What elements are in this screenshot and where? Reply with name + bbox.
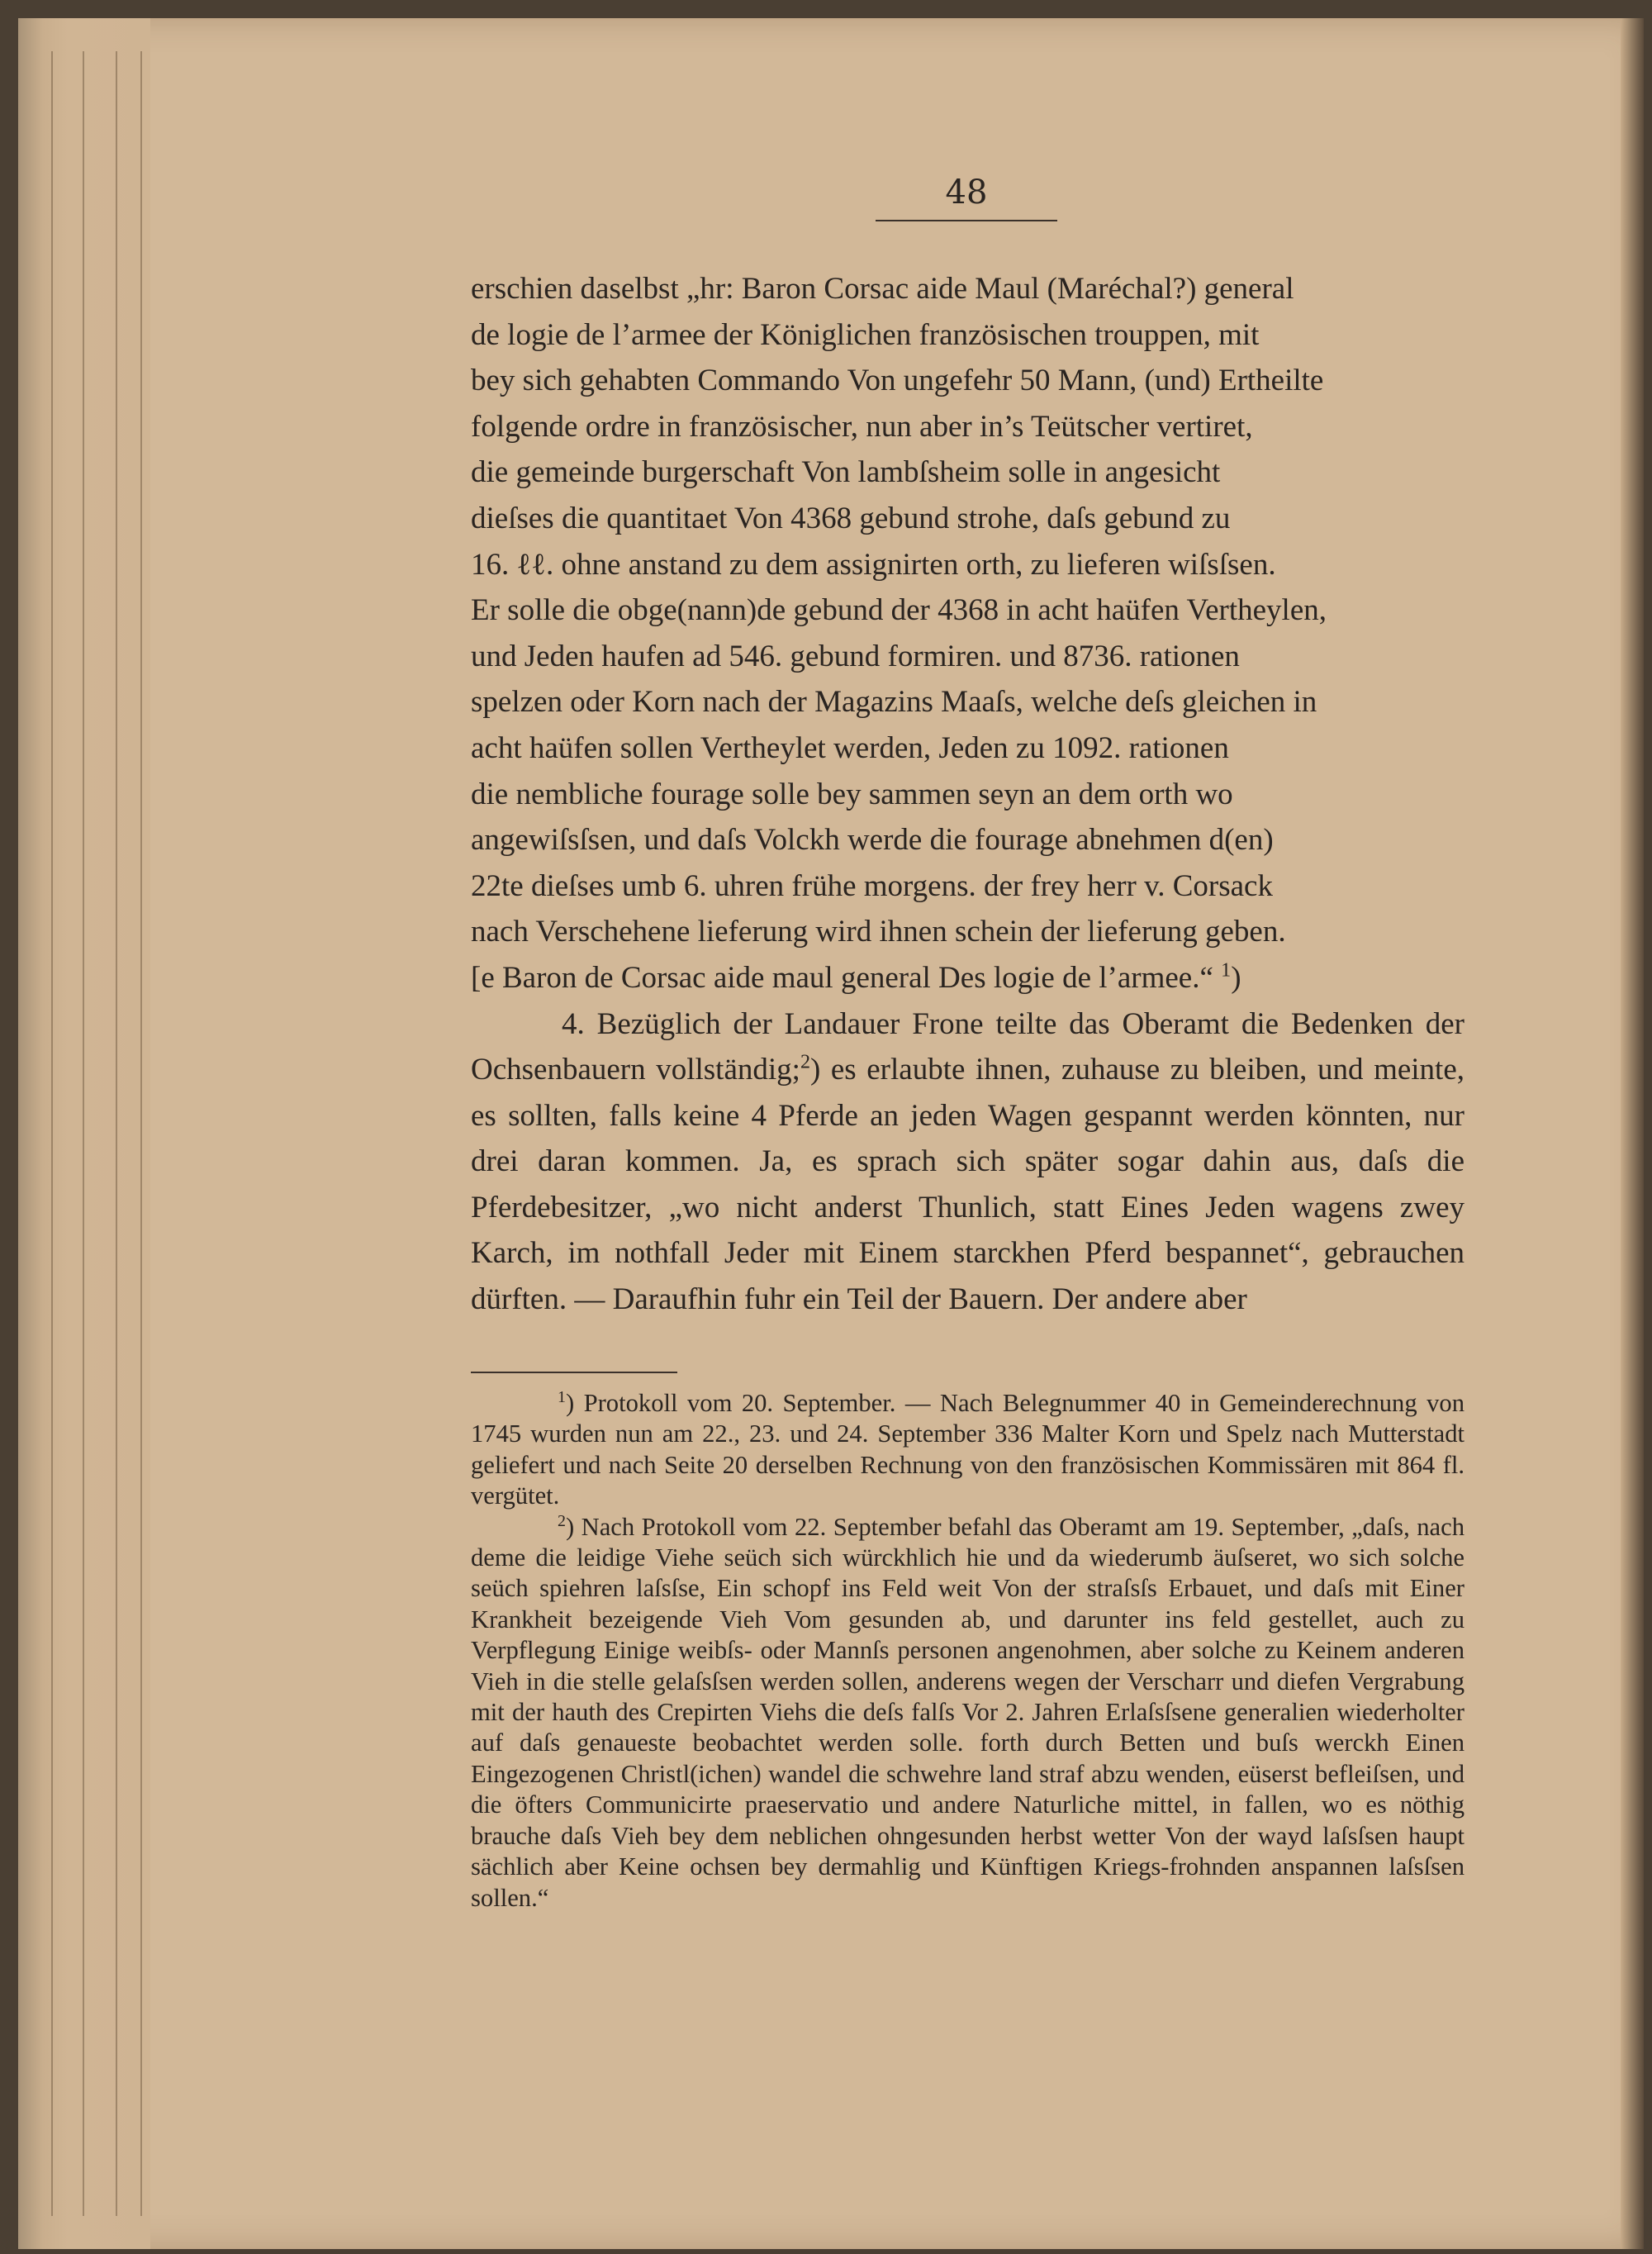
text-line: angewiſsſsen, und daſs Volckh werde die fourage abnehmen d(en) [471,823,1274,858]
text-line: und Jeden haufen ad 546. gebund formiren. und 8736. rationen [471,639,1240,673]
text-line: Er solle die obge(nann)de gebund der 4368 in acht haüfen Vertheylen, [471,593,1327,628]
footnote-mark: 1 [558,1387,566,1406]
text-line: 22te dieſses umb 6. uhren frühe morgens. der frey herr v. Corsack [471,868,1273,903]
footnote-rule [471,1372,677,1373]
page-edge-line [51,51,53,2216]
page-edge-line [116,51,117,2216]
footnote-mark: 2 [558,1511,566,1530]
footnote-ref: 2 [800,1051,810,1073]
text-line: acht haüfen sollen Vertheylet werden, Jeden zu 1092. rationen [471,730,1229,765]
text-line: de logie de l’armee der Königlichen französischen trouppen, mit [471,317,1260,352]
footnote-2: $^2$) Nach Protokoll vom 22. September befahl das Oberamt am 19. September, „daſs, nach deme die leidige Viehe seüch sich würckhlich hie und da wiederumb äuſseret, wo sich solche seüch spiehren laſsſse, Ein schopf ins Feld weit Von der straſsſs Erbauet, und daſs mit Einer Krankheit bezeigende Vieh Vom gesunden ab, und darunter ins feld gestellet, auch zu Verpflegung Einige weibſs- oder Mannſs personen angenohmen, aber solche zu Keinem anderen Vieh in die stelle gelaſsſsen werden sollen, anderens wegen der Verscharr und diefen Vergrabung mit der hauth des Crepirten Viehs die deſs falſs Vor 2. Jahren Erlaſsſsene generalien wiederholter auf daſs genaueste beobachtet werden solle. forth durch Betten und buſs werckh Einen Eingezogenen Christl(ichen) wandel die schwehre land straf abzu wenden, eüserst befleiſsen, und die öfters Communicirte praeservatio und andere Naturliche mittel, in fallen, wo es nöthig brauche daſs Vieh bey dem neblichen ohngesunden herbst wetter Von der wayd laſsſsen haupt sächlich aber Keine ochsen bey dermahlig und Künftigen Kriegs-frohnden anspannen laſsſsen sollen.“ [471,1511,1464,1912]
text-line: erschien daselbst „hr: Baron Corsac aide Maul (Maréchal?) general [471,272,1294,306]
text-line: bey sich gehabten Commando Von ungefehr 50 Mann, (und) Ertheilte [471,364,1324,398]
text-line: nach Verschehene lieferung wird ihnen schein der lieferung geben. [471,915,1286,949]
paragraph-4: 4. Bezüglich der Landauer Frone teilte das Oberamt die Bedenken der Ochsenbauern vollständig;$^2$) es erlaubte ihnen, zuhause zu bleiben, und meinte, es sollten, falls keine 4 Pferde an jeden Wagen gespannt werden könnten, nur drei daran kommen. Ja, es sprach sich später sogar dahin aus, daſs die Pferdebesitzer, „wo nicht anderst Thunlich, statt Eines Jeden wagens zwey Karch, im nothfall Jeder mit Einem starckhen Pferd bespannet“, gebrauchen dürften. — Daraufhin fuhr ein Teil der Bauern. Der andere aber [471,1006,1464,1317]
page-number: 48 [945,174,988,212]
footnote-ref: 1 [1221,959,1232,982]
page-right-edge [1621,18,1644,2249]
page-binding-shadow [18,18,150,2249]
text-line: folgende ordre in französischer, nun aber in’s Teütscher vertiret, [471,409,1253,444]
footnote-1: $^1$) Protokoll vom 20. September. — Nach Belegnummer 40 in Gemeinderechnung von 1745 wurden nun am 22., 23. und 24. September 336 Malter Korn und Spelz nach Mutterstadt geliefert und nach Seite 20 derselben Rechnung von den französischen Kommissären mit 864 fl. vergütet. [471,1387,1464,1510]
page-edge-line [83,51,84,2216]
header-rule [876,220,1057,221]
text-line-last: [e Baron de Corsac aide maul general Des logie de l’armee.“ $^1$) [471,959,1241,995]
footnotes [471,1388,1464,1914]
page-edge-line [140,51,142,2216]
text-line: die nembliche fourage solle bey sammen seyn an dem orth wo [471,777,1233,811]
text-line: spelzen oder Korn nach der Magazins Maaſs, welche deſs gleichen in [471,685,1317,720]
text-line: 16. ℓℓ. ohne anstand zu dem assignirten orth, zu lieferen wiſsſsen. [471,547,1276,582]
text-line: dieſses die quantitaet Von 4368 gebund strohe, daſs gebund zu [471,501,1231,535]
text-line: die gemeinde burgerschaft Von lambſsheim solle in angesicht [471,455,1221,490]
paragraph-quote [471,266,1464,1001]
body-text [471,266,1464,1323]
